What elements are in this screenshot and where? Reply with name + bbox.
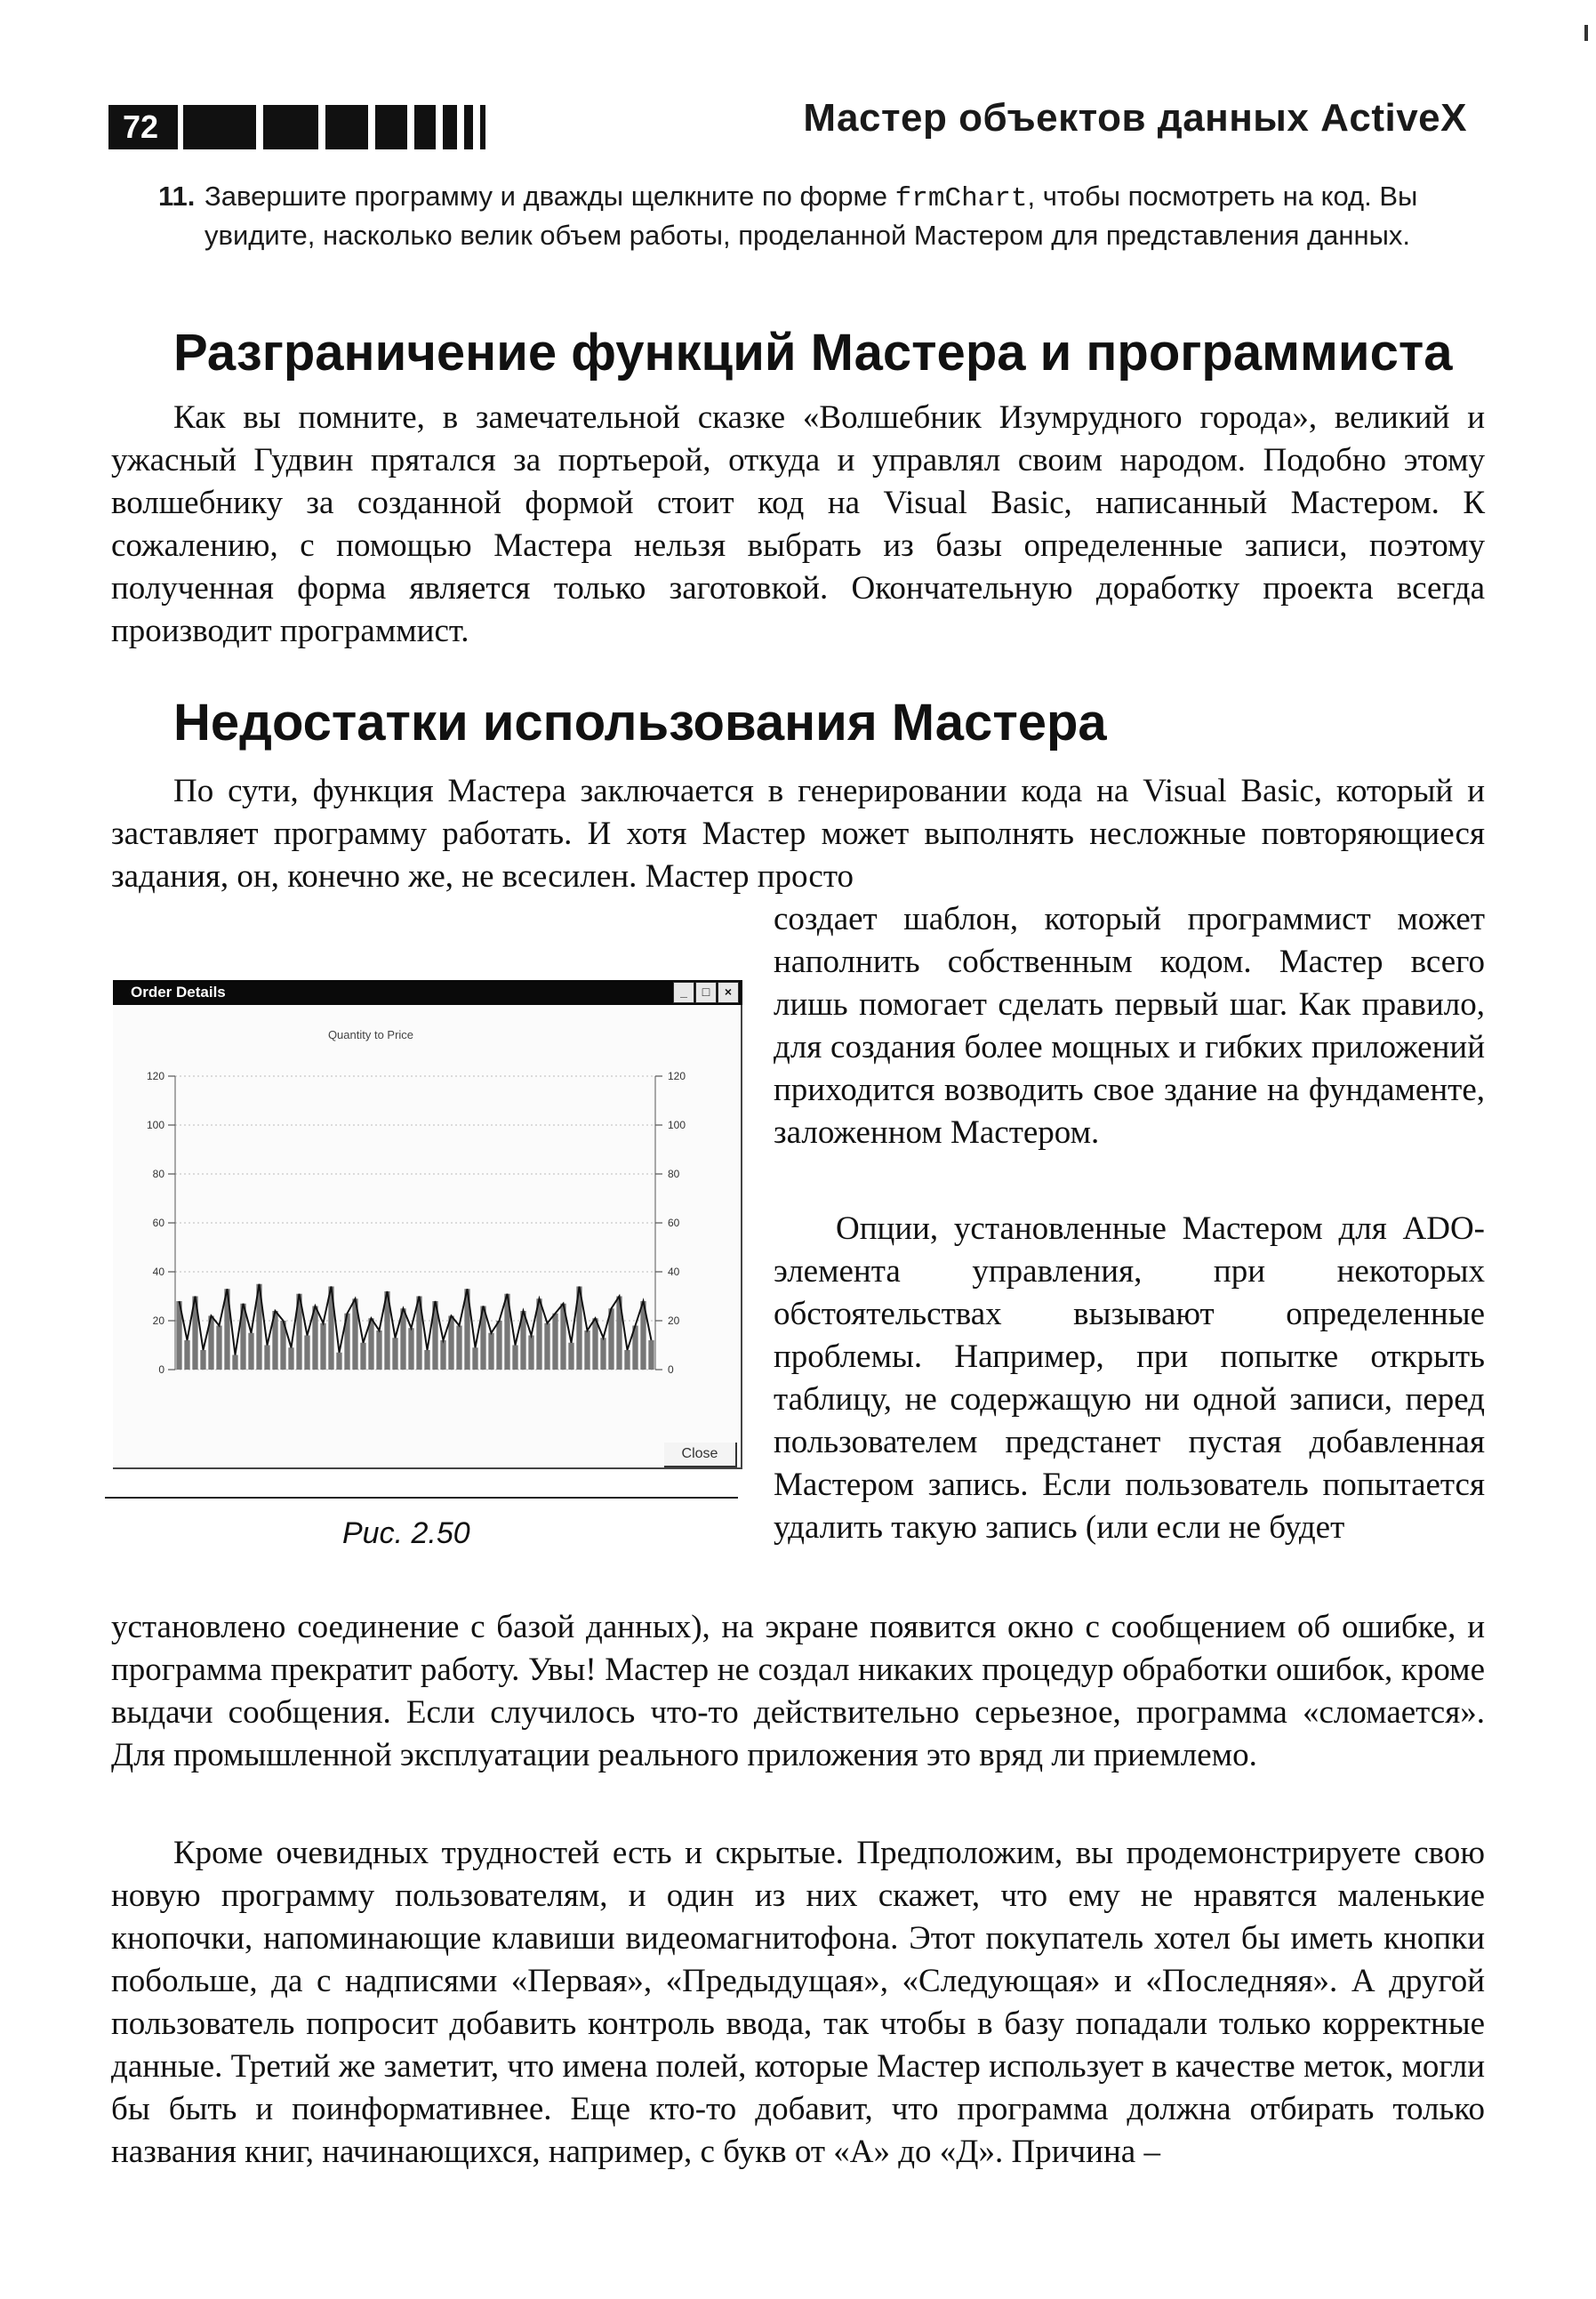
chart-gridlines: [175, 1076, 655, 1370]
chart-bar: [584, 1330, 589, 1370]
chart-bar: [648, 1340, 654, 1370]
chart: [113, 1005, 741, 1441]
section-heading-1: Разграничение функций Мастера и программиста: [173, 324, 1453, 382]
chart-bar: [544, 1323, 549, 1370]
section2-paragraph-last: Кроме очевидных трудностей есть и скрытые. Предположим, вы продемонстрируете свою новую программу пользователям, и один из них скажет, что ему не нравятся маленькие кнопочки, напоминающие клавиши видеомагнитофона. Этот покупатель хотел бы иметь кнопки побольше, да с надписями «Первая», «Предыдущая», «Следующая» и «Последняя». А другой пользователь попросит добавить контроль ввода, так чтобы в базу попадали только корректные данные. Третий же заметит, что имена полей, которые Мастер использует в качестве меток, могли бы быть и поинформативнее. Еще кто-то добавит, что программа должна отбирать только названия книг, начинающихся, например, с букв от «А» до «Д». Причина –: [111, 1835, 1485, 2170]
running-head: Мастер объектов данных ActiveX: [803, 96, 1467, 140]
minimize-icon[interactable]: _: [673, 982, 694, 1003]
right-axis: [655, 1070, 686, 1376]
chart-bars: [176, 1284, 654, 1370]
scan-mark: [1584, 25, 1588, 41]
section2-paragraph-top: По сути, функция Мастера заключается в генерировании кода на Visual Basic, который и заставляет программу работать. И хотя Мастер может выполнять несложные повторяющиеся задания, он, конечно же, не всесилен. Мастер просто: [111, 773, 1485, 895]
left-tick-label: 100: [146, 1119, 164, 1131]
chart-bar: [288, 1347, 293, 1370]
chart-bar: [232, 1355, 237, 1371]
chart-bar: [408, 1328, 413, 1370]
step-code: frmChart: [894, 183, 1028, 214]
chart-bar: [216, 1326, 221, 1371]
step-text-after: , чтобы посмотреть на код. Вы увидите, насколько велик объем работы, проделанной Мастером для представления данных.: [205, 181, 1418, 251]
left-tick-label: 40: [152, 1266, 164, 1278]
section1-paragraph: Как вы помните, в замечательной сказке «Волшебник Изумрудного города», великий и ужасный Гудвин прятался за портьерой, откуда и управлял своим народом. Подобно этому волшебнику за созданной формой стоит код на Visual Basic, написанный Мастером. К сожалению, с помощью Мастера нельзя выбрать из базы определенные записи, поэтому полученная форма является только заготовкой. Окончательную доработку проекта всегда производит программист.: [111, 399, 1485, 649]
step-text-before: Завершите программу и дважды щелкните по форме: [205, 181, 895, 212]
chart-bar: [320, 1323, 325, 1370]
chart-bar: [488, 1333, 493, 1370]
right-tick-label: 60: [668, 1217, 680, 1229]
chart-bar: [264, 1346, 269, 1371]
window-title: Order Details: [131, 984, 226, 1001]
left-tick-label: 120: [146, 1070, 164, 1082]
chart-bar: [184, 1340, 189, 1370]
chart-bar: [456, 1326, 461, 1371]
step-11: [142, 178, 1485, 253]
section2-column-paragraph-2: Опции, установленные Мастером для ADO-элемента управления, при некоторых обстоятельствах вызывают определенные проблемы. Например, при попытке открыть таблицу, не содержащую ни одной записи, перед пользователем предстанет пустая добавленная Мастером запись. Если пользователь попытается удалить такую запись (или если не будет: [774, 1210, 1485, 1546]
chart-bar: [528, 1336, 533, 1371]
chart-bar: [592, 1318, 597, 1370]
close-button[interactable]: Close: [664, 1443, 737, 1467]
chart-bar: [568, 1343, 573, 1370]
right-tick-label: 40: [668, 1266, 680, 1278]
window-body: [113, 1005, 742, 1469]
figure-screenshot: [102, 969, 742, 1481]
left-tick-label: 0: [158, 1363, 164, 1376]
maximize-icon[interactable]: □: [695, 982, 717, 1003]
chart-bar: [336, 1353, 341, 1370]
right-tick-label: 100: [668, 1119, 686, 1131]
chart-bar: [376, 1330, 381, 1370]
page-number: 72: [108, 105, 178, 149]
close-icon[interactable]: ×: [718, 982, 739, 1003]
step-number: 11.: [158, 181, 196, 212]
left-tick-label: 80: [152, 1168, 164, 1180]
step-text: [205, 178, 1485, 253]
chart-bar: [200, 1350, 205, 1370]
right-tick-label: 0: [668, 1363, 674, 1376]
figure-caption: Рис. 2.50: [342, 1516, 470, 1550]
section-heading-2: Недостатки использования Мастера: [173, 694, 1107, 752]
left-axis: [147, 1070, 175, 1376]
chart-bar: [424, 1350, 429, 1370]
chart-bar: [472, 1347, 477, 1370]
chart-bar: [512, 1346, 517, 1371]
chart-bar: [304, 1336, 309, 1371]
right-tick-label: 120: [668, 1070, 686, 1082]
header-decorative-bar: [183, 105, 557, 149]
figure-rule: [105, 1497, 738, 1499]
chart-title: Quantity to Price: [327, 1028, 414, 1041]
left-tick-label: 60: [152, 1217, 164, 1229]
chart-bar: [496, 1321, 501, 1370]
chart-bar: [552, 1314, 557, 1370]
left-tick-label: 20: [152, 1314, 164, 1327]
right-tick-label: 20: [668, 1314, 680, 1327]
section2-paragraph-continued: установлено соединение с базой данных), на экране появится окно с сообщением об ошибке, и программа прекратит работу. Увы! Мастер не создал никаких процедур обработки ошибок, кроме выдачи сообщения. Если случилось что-то действительно серьезное, программа «сломается». Для промышленной эксплуатации реального приложения это вряд ли приемлемо.: [111, 1609, 1485, 1773]
chart-bar: [360, 1343, 365, 1370]
chart-bar: [624, 1350, 630, 1370]
right-tick-label: 80: [668, 1168, 680, 1180]
chart-bar: [600, 1338, 606, 1370]
section2-column-paragraph-1: создает шаблон, который программист может наполнить собственным кодом. Мастер всего лишь помогает сделать первый шаг. Как правило, для создания более мощных и гибких приложений приходится возводить свое здание на фундаменте, заложенном Мастером.: [774, 901, 1485, 1151]
window-titlebar: [113, 980, 742, 1005]
chart-bar: [392, 1338, 397, 1370]
chart-bar: [248, 1333, 253, 1370]
chart-bar: [440, 1340, 445, 1370]
